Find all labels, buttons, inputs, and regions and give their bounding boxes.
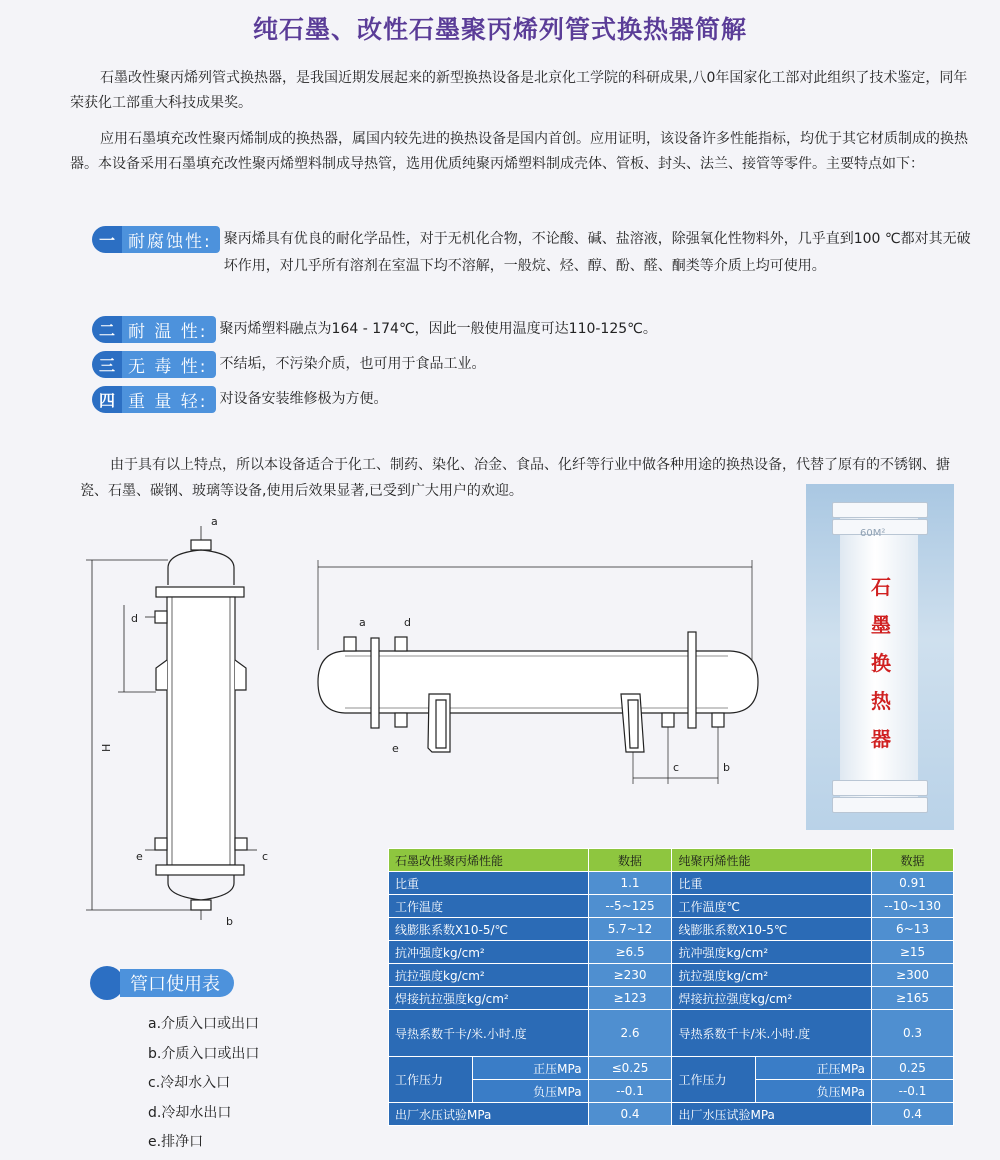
port-item: e.排净口 bbox=[148, 1134, 204, 1150]
table-row: 焊接抗拉强度kg/cm² ≥123 焊接抗拉强度kg/cm² ≥165 bbox=[389, 987, 954, 1010]
port-item: c.冷却水入口 bbox=[148, 1075, 231, 1091]
feature-number: 一 bbox=[92, 226, 122, 253]
label-e: e bbox=[392, 742, 399, 755]
summary-paragraph: 由于具有以上特点，所以本设备适合于化工、制药、染化、冶金、食品、化纤等行业中做各种用途的换热设备，代替了原有的不锈钢、搪瓷、石墨、碳钢、玻璃等设备,使用后效果显著,已受到广大用户的欢迎。 bbox=[80, 457, 950, 499]
port-item: d.冷却水出口 bbox=[148, 1104, 232, 1121]
table-row: 线膨胀系数X10-5/℃ 5.7~12 线膨胀系数X10-5℃ 6~13 bbox=[389, 918, 954, 941]
intro-paragraph-1: 石墨改性聚丙烯列管式换热器，是我国近期发展起来的新型换热设备是北京化工学院的科研成果,八0年国家化工部对此组织了技术鉴定，同年荣获化工部重大科技成果奖。 bbox=[70, 70, 968, 111]
feature-number: 四 bbox=[92, 386, 122, 413]
photo-text: 石墨换热器 bbox=[871, 575, 891, 751]
page-title: 纯石墨、改性石墨聚丙烯列管式换热器简解 bbox=[252, 15, 747, 44]
product-photo bbox=[806, 484, 954, 830]
horizontal-exchanger-drawing bbox=[318, 560, 758, 784]
feature-label: 耐腐蚀性: bbox=[122, 226, 220, 253]
port-usage-table bbox=[90, 966, 259, 1158]
properties-table bbox=[388, 848, 954, 1126]
label-b: b bbox=[723, 761, 730, 774]
label-c: c bbox=[262, 850, 269, 863]
port-item: a.介质入口或出口 bbox=[148, 1016, 260, 1032]
bottom-flange bbox=[832, 797, 928, 813]
table-header-row: 石墨改性聚丙烯性能 数据 纯聚丙烯性能 数据 bbox=[389, 849, 954, 872]
feature-label: 耐 温 性: bbox=[122, 316, 216, 343]
label-c: c bbox=[673, 761, 680, 774]
feature-text: 对设备安装维修极为方便。 bbox=[219, 391, 388, 407]
label-d: d bbox=[404, 616, 411, 629]
label-h: H bbox=[100, 743, 113, 752]
table-row: 工作压力 正压MPa ≤0.25 工作压力 正压MPa 0.25 bbox=[389, 1057, 954, 1080]
photo-badge: 60M² bbox=[860, 528, 886, 539]
label-a: a bbox=[359, 616, 366, 629]
feature-text: 聚丙烯具有优良的耐化学品性，对于无机化合物，不论酸、碱、盐溶液，除强氧化性物料外，几乎直到100 ℃都对其无破坏作用，对几乎所有溶剂在室温下均不溶解，一般烷、烃、醇、酚、醛、酮类等介质上均可使用。 bbox=[223, 231, 971, 274]
table-row: 抗冲强度kg/cm² ≥6.5 抗冲强度kg/cm² ≥15 bbox=[389, 941, 954, 964]
feature-label: 重 量 轻: bbox=[122, 386, 216, 413]
table-row: 负压MPa --0.1 负压MPa --0.1 bbox=[389, 1080, 954, 1103]
bottom-flange bbox=[832, 780, 928, 796]
table-row: 导热系数千卡/米.小时.度 2.6 导热系数千卡/米.小时.度 0.3 bbox=[389, 1010, 954, 1057]
table-row: 出厂水压试验MPa 0.4 出厂水压试验MPa 0.4 bbox=[389, 1103, 954, 1126]
top-flange bbox=[832, 502, 928, 518]
label-a: a bbox=[211, 515, 218, 528]
vertical-exchanger-drawing bbox=[86, 526, 257, 920]
feature-text: 聚丙烯塑料融点为164 - 174℃，因此一般使用温度可达110-125℃。 bbox=[219, 321, 657, 337]
table-row: 比重 1.1 比重 0.91 bbox=[389, 872, 954, 895]
label-e: e bbox=[136, 850, 143, 863]
feature-number: 三 bbox=[92, 351, 122, 378]
port-item: b.介质入口或出口 bbox=[148, 1045, 260, 1062]
label-d: d bbox=[131, 612, 138, 625]
heading-bullet bbox=[90, 966, 124, 1000]
feature-number: 二 bbox=[92, 316, 122, 343]
port-table-heading: 管口使用表 bbox=[120, 969, 234, 997]
label-b: b bbox=[226, 915, 233, 928]
intro-paragraph-2: 应用石墨填充改性聚丙烯制成的换热器，属国内较先进的换热设备是国内首创。应用证明，该设备许多性能指标，均优于其它材质制成的换热器。本设备采用石墨填充改性聚丙烯塑料制成导热管，选用优质纯聚丙烯塑料制成壳体、管板、封头、法兰、接管等零件。主要特点如下： bbox=[70, 131, 968, 172]
table-row: 抗拉强度kg/cm² ≥230 抗拉强度kg/cm² ≥300 bbox=[389, 964, 954, 987]
feature-text: 不结垢，不污染介质，也可用于食品工业。 bbox=[219, 356, 486, 372]
table-row: 工作温度 --5~125 工作温度℃ --10~130 bbox=[389, 895, 954, 918]
feature-label: 无 毒 性: bbox=[122, 351, 216, 378]
